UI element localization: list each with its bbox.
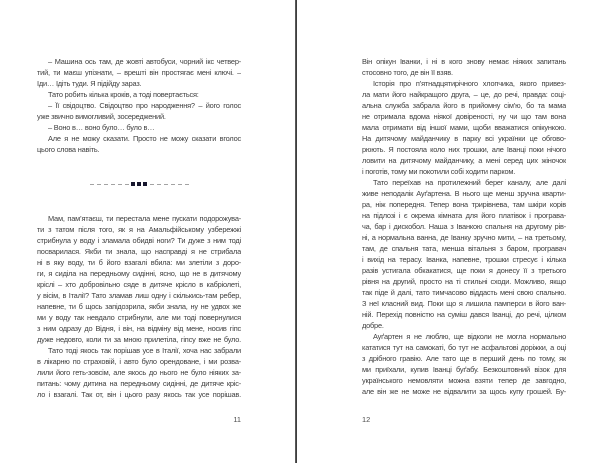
paragraph	[37, 56, 241, 89]
left-page-text	[37, 56, 241, 400]
separator-dash-icon	[164, 184, 168, 185]
paragraph	[362, 331, 566, 397]
text-line: Історія про п’ятнадцятирічного хлопчика, якого привез-	[373, 79, 566, 88]
text-line: кататися тут на самокаті, бо тут не асфальтові доріжки, а оці	[362, 343, 566, 352]
separator-dash-icon	[185, 184, 189, 185]
text-line: дуже недовго, коли ти за мною прилетіла, гіпсу вже не було.	[37, 335, 241, 344]
text-line: цього слова навіть.	[37, 145, 100, 154]
text-line: лили його геть-зовсім, але якось до нього не було ніяких за-	[37, 368, 241, 377]
text-line: українського немовляти можна взяти тепер де завгодно,	[362, 376, 566, 385]
text-line: – Машина ось там, де жовті автобуси, чорний ікс четвер-	[48, 57, 241, 66]
separator-dash-icon	[111, 184, 115, 185]
text-line: Він опікун Іванки, і ні в кого знову немає ніяких запитань	[362, 57, 566, 66]
paragraph	[37, 133, 241, 155]
text-line: стрибнула у воду і зламала обидві ноги? Ти дуже з ним тоді	[37, 236, 241, 245]
text-line: кріслі – хто добровільно сяде в дитяче крісло в кабріолеті,	[37, 280, 241, 289]
text-line: рівня на другий, просто на ті стильні сходи. Можливо, якщо	[362, 277, 566, 286]
paragraph	[362, 56, 566, 78]
paragraph	[362, 177, 566, 331]
text-line: з дрібного гравію. Але тато ще в перший день по тому, як	[362, 354, 566, 363]
right-page-number: 12	[362, 415, 371, 424]
left-page	[0, 0, 297, 463]
separator-dash-icon	[97, 184, 101, 185]
text-line: Тато тоді якось так порішав усе в Італії, хоча нас забрали	[48, 346, 241, 355]
text-line: напевне, ти б щось запідозрила, якби знала, ну не удвох же	[37, 302, 241, 311]
text-line: на підлозі і є окрема кімната для його платівок і програва-	[362, 211, 566, 220]
text-line: мала отримати від іншої мами, щоби вважатися опікункою.	[362, 123, 566, 132]
text-line: На дитячому майданчику в парку всі українки це обгово-	[362, 134, 566, 143]
paragraph	[37, 100, 241, 122]
text-line: – Її свідоцтво. Свідоцтво про народження? – його голос	[48, 101, 241, 110]
text-line: ло і взагалі. Так от, він і цього разу якось так усе порішав.	[37, 390, 241, 399]
separator-square-icon	[143, 182, 147, 186]
separator-dash-icon	[125, 184, 129, 185]
paragraph	[37, 213, 241, 345]
text-line: і поготів, тому ми покотили собі ходити парком.	[362, 167, 516, 176]
text-line: там, де спальня тата, менша вітальня з баром, програвач	[362, 244, 566, 253]
separator-dash-icon	[150, 184, 154, 185]
text-line: ми у воду так невдало стрибнули, але ми тоді повернулися	[37, 313, 241, 322]
text-line: – Воно в… воно було… було в…	[48, 123, 155, 132]
text-line: ми приїхали, купив Іванці буґабу. Безкоштовний візок для	[362, 365, 566, 374]
text-line: і вихід на терасу. Іванка, напевне, трошки стресує і кілька	[362, 255, 566, 264]
text-line: Ауґартен я не люблю, ще відколи не могла нормально	[373, 332, 566, 341]
separator-dash-icon	[171, 184, 175, 185]
text-line: Тато робить кілька кроків, а тоді повертається:	[48, 90, 199, 99]
paragraph	[362, 78, 566, 177]
text-line: Мам, пам’ятаєш, ти перестала мене пускати подорожува-	[48, 214, 241, 223]
text-line: тий, ти маєш упізнати, – врешті він простягає мені ключі. –	[37, 68, 241, 77]
paragraph	[37, 122, 241, 133]
text-line: Іди… Ідіть туди. Я підійду зараз.	[37, 79, 142, 88]
left-page-number: 11	[233, 415, 241, 424]
text-line: ги, я сиділа на передньому сидінні, ясно, що не в дитячому	[37, 269, 241, 278]
spine-divider	[295, 0, 297, 463]
text-line: альна служба забрала його в прийомну сім’ю, бо та мама	[362, 101, 566, 110]
text-line: питань: чому дитина на передньому сидінні, де дитяче кріс-	[37, 379, 241, 388]
separator-dash-icon	[90, 184, 94, 185]
text-line: посварилася. Якби ти знала, що насправді я не стрибала	[37, 247, 241, 256]
text-line: ла мати його найкращого друга, – це, до речі, правда: соці-	[362, 90, 566, 99]
text-line: у вісім, в Італії? Тато зламав лиш одну і скількись-там ребер,	[37, 291, 241, 300]
text-line: Тато переїхав на протилежний берег каналу, але далі	[373, 178, 566, 187]
text-line: але він же не може не відвалити за щось купу грошей. Бу-	[362, 387, 566, 396]
text-line: З неї класний вид. Поки що я лишила памперси в його ван-	[362, 299, 566, 308]
text-line: не отримала вдома ніякої довіреності, ну чи що там вона	[362, 112, 566, 121]
text-line: живе неподалік Ауґартена. В нього ще менш зручна кварти-	[362, 189, 566, 198]
right-page	[297, 0, 600, 463]
paragraph	[37, 89, 241, 100]
text-line: в лікарню по страховій, і авто було орендоване, і ми розва-	[37, 357, 241, 366]
text-line: уже звично вимогливий, зосереджений.	[37, 112, 166, 121]
text-line: Але я не можу сказати. Просто не можу сказати вголос	[48, 134, 241, 143]
separator-dash-icon	[157, 184, 161, 185]
separator-square-icon	[137, 182, 141, 186]
text-line: ні в яку воду, ти б його взагалі вбила: ми злетіли з доро-	[37, 258, 241, 267]
separator-dash-icon	[104, 184, 108, 185]
text-line: ча, бар і дискобол. Наша з Іванкою спальня на другому рів-	[362, 222, 566, 231]
text-line: стосовно того, де він її взяв.	[362, 68, 453, 77]
text-line: добре.	[362, 321, 384, 330]
text-line: разів устигала обкакатися, ще поки я донесу її з третього	[362, 266, 566, 275]
section-separator	[37, 155, 241, 213]
text-line: ні, а нормальна ванна, де Іванку зручно мити, – на третьому,	[362, 233, 566, 242]
text-line: ловити на дитячому майданчику, а мені серед цих жіночок	[362, 156, 566, 165]
text-line: з ним одразу до Відня, і він, на відміну від мене, носив гіпс	[37, 324, 241, 333]
paragraph	[37, 345, 241, 400]
separator-square-icon	[131, 182, 135, 186]
text-line: рюють. Я постояла коло них трошки, але Іванці поки нічого	[362, 145, 566, 154]
text-line: так піде й далі, тато тимчасово віддасть мені свою спальню.	[362, 288, 566, 297]
text-line: ти з татом після того, як я на Амальфійському узбережжі	[37, 225, 241, 234]
right-page-text	[362, 56, 566, 397]
separator-dash-icon	[178, 184, 182, 185]
text-line: ній. Перехід повністю на суміш дався Іванці, до речі, цілком	[362, 310, 566, 319]
text-line: ра, ніж попередня. Тепер вона трирівнева, там шкіри корів	[362, 200, 566, 209]
separator-dash-icon	[118, 184, 122, 185]
